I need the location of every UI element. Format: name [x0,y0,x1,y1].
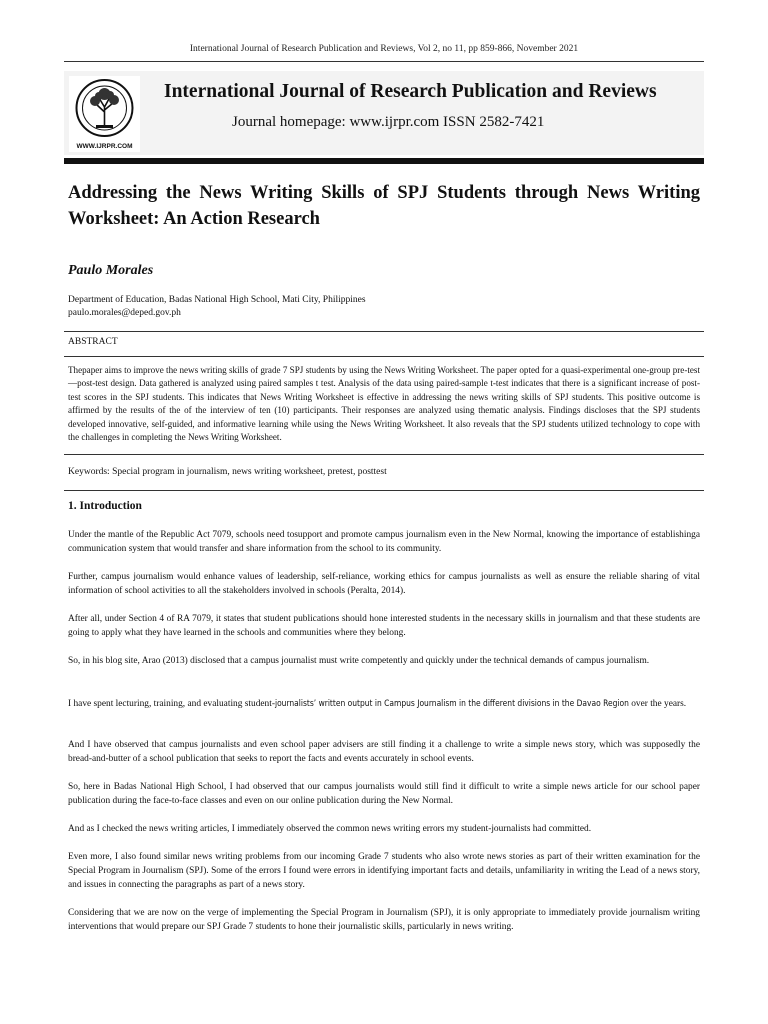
paragraph-text: over the years. [628,699,687,709]
abstract-top-rule [64,331,704,332]
author-name: Paulo Morales [68,263,154,278]
running-head: International Journal of Research Publication and Reviews, Vol 2, no 11, pp 859-866, November 2021 [189,44,579,54]
journal-homepage-issn: Journal homepage: www.ijrpr.com ISSN 2582-7421 [232,114,545,130]
author-email: paulo.morales@deped.gov.ph [68,308,181,318]
paragraph: Even more, I also found similar news writing problems from our incoming Grade 7 students who also wrote news stories as part of their written examination for the Special Program in Journalism (SPJ). Some of the errors I found were errors in identifying important facts and details, unfamiliarity in writing the Lead of a news story, and issues in connecting the paragraphs as part of a news story. [68,852,700,890]
paragraph-text-alt-font: journalists’ written output in Campus Journalism in the different divisions in the Davao Region [274,698,629,708]
paragraph: So, here in Badas National High School, I had observed that our campus journalists would still find it difficult to write a simple news article for our school paper publication during the face-to-face classes and even on our online publication during the New Normal. [68,782,700,806]
journal-name: International Journal of Research Publication and Reviews [164,81,657,102]
logo-caption: WWW.IJRPR.COM [76,143,133,150]
affiliation: Department of Education, Badas National High School, Mati City, Philippines [68,295,366,305]
paragraph: Under the mantle of the Republic Act 7079, schools need tosupport and promote campus journalism even in the New Normal, knowing the importance of establishinga communication system that would transfer and share information from the school to its community. [68,530,700,554]
paragraph: So, in his blog site, Arao (2013) disclosed that a campus journalist must write competently and quickly under the technical demands of campus journalism. [68,656,650,666]
paragraph-text: I have spent lecturing, training, and evaluating student- [68,699,275,709]
paper-title: Addressing the News Writing Skills of SPJ Students through News Writing Worksheet: An Action Research [68,183,700,229]
abstract-text: Thepaper aims to improve the news writing skills of grade 7 SPJ students by using the News Writing Worksheet. The paper opted for a quasi-experimental one-group pre-test—post-test design. Data gathered is analyzed using paired samples t test. Analysis of the data using paired-sample t-test indicates that there is a significant increase of post-test scores in the SPJ students. This indicates that News Writing Worksheet is effective in addressing the news writing skills of SPJ students. This positive outcome is affirmed by the results of the of the interview of ten (10) participants. Their responses are analyzed using thematic analysis. Findings discloses that the SPJ students developed innovative, self-guided, and informative learning while using the News Writing Worksheet. It also reveals that the SPJ students utilized technology to cope with the challenges in completing the News Writing Worksheet. [68,365,700,443]
paragraph: And as I checked the news writing articles, I immediately observed the common news writing errors my student-journalists had committed. [68,824,592,834]
keywords-rule [64,490,704,491]
keywords: Keywords: Special program in journalism, news writing worksheet, pretest, posttest [68,467,387,477]
masthead-bar [64,158,704,164]
paragraph: Further, campus journalism would enhance values of leadership, self-reliance, working ethics for campus journalists as well as ensure the reliable sharing of vital information of school activities to all the stakeholders involved in schools (Peralta, 2014). [68,572,700,596]
journal-seal-tree-icon [69,76,140,152]
header-rule [64,61,704,62]
paragraph: Considering that we are now on the verge of implementing the Special Program in Journalism (SPJ), it is only appropriate to immediately provide journalism writing interventions that would prepare our SPJ Grade 7 students to hone their journalistic skills, particularly in news writing. [68,908,700,932]
abstract-bottom-rule [64,454,704,455]
paragraph: After all, under Section 4 of RA 7079, it states that student publications should hone interested students in the necessary skills in journalism and that these students are going to apply what they have learned in the schools and communities where they belong. [68,614,700,638]
journal-masthead [64,71,704,155]
abstract-label: ABSTRACT [68,337,118,347]
affiliation-block [68,294,698,320]
paragraph: And I have observed that campus journalists and even school paper advisers are still finding it a challenge to write a simple news story, which was supposedly the bread-and-butter of a school publication that seeks to report the facts and events accurately in school events. [68,740,700,764]
section-heading: 1. Introduction [68,500,142,512]
paragraph [68,696,700,711]
abstract-label-rule [64,356,704,357]
